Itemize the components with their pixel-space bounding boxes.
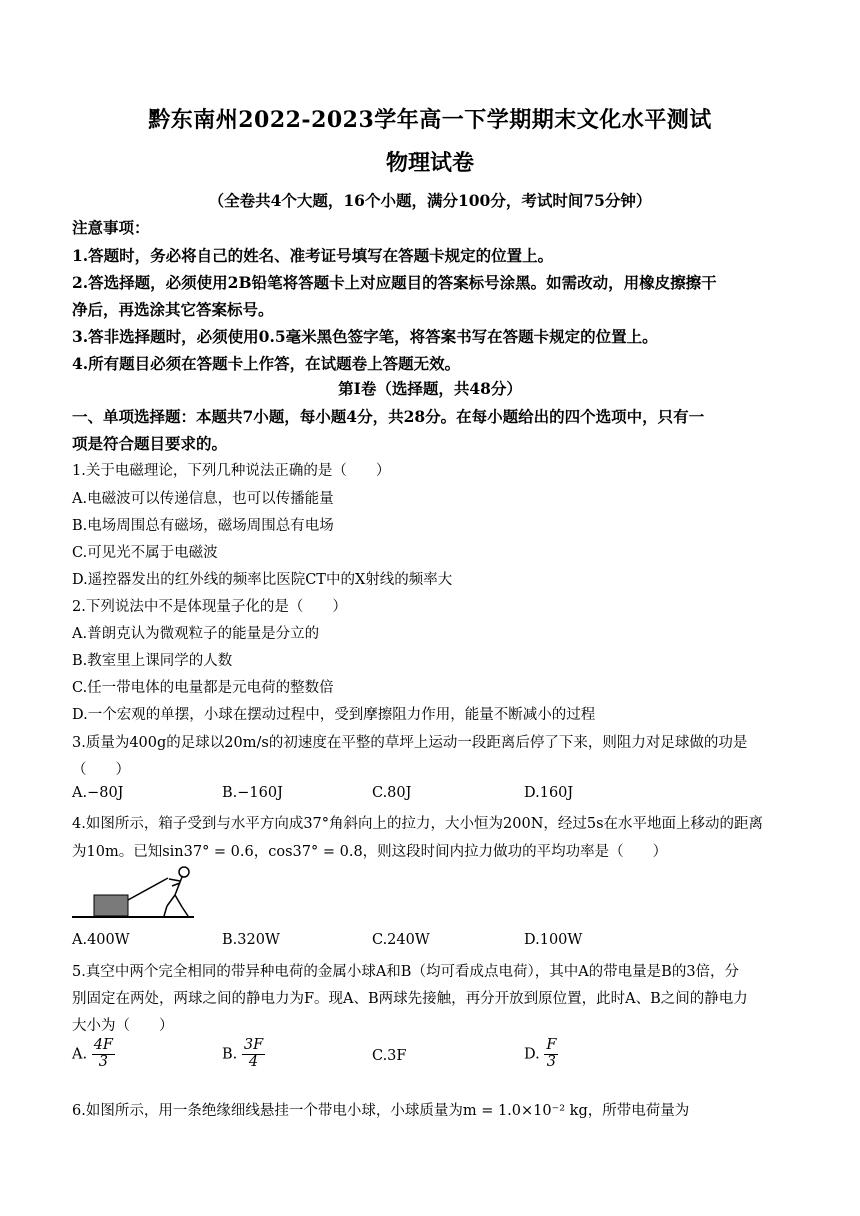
fraction-denominator: 3 xyxy=(98,1053,108,1070)
option-c: C.可见光不属于电磁波 xyxy=(72,545,218,561)
option-c: C.任一带电体的电量都是元电荷的整数倍 xyxy=(72,680,334,696)
question-stem: 大小为（ ） xyxy=(72,1018,174,1034)
option-b: B.电场周围总有磁场，磁场周围总有电场 xyxy=(72,518,334,534)
box-shape xyxy=(94,895,128,916)
question-stem: 1.关于电磁理论，下列几种说法正确的是（ ） xyxy=(72,463,391,479)
option-c: C.240W xyxy=(372,932,430,948)
fraction-numerator: F xyxy=(546,1037,557,1053)
option-a: A.普朗克认为微观粒子的能量是分立的 xyxy=(72,626,320,642)
exam-info: （全卷共4个大题，16个小题，满分100分，考试时间75分钟） xyxy=(208,191,652,210)
fraction-denominator: 3 xyxy=(546,1053,556,1070)
note-item: 2.答选择题，必须使用2B铅笔将答题卡上对应题目的答案标号涂黑。如需改动，用橡皮擦擦干 xyxy=(72,273,717,292)
option-d: D.遥控器发出的红外线的频率比医院CT中的X射线的频率大 xyxy=(72,572,453,588)
rope-line xyxy=(128,878,168,900)
option-b xyxy=(222,1038,265,1071)
question-stem: 6.如图所示，用一条绝缘细线悬挂一个带电小球，小球质量为m = 1.0×10⁻² kg，所带电荷量为 xyxy=(72,1103,690,1119)
option-d xyxy=(524,1038,558,1071)
option-a: A.400W xyxy=(72,932,130,948)
note-item: 3.答非选择题时，必须使用0.5毫米黑色签字笔，将答案书写在答题卡规定的位置上。 xyxy=(72,327,658,346)
note-item: 4.所有题目必须在答题卡上作答，在试题卷上答题无效。 xyxy=(72,354,461,373)
option-d-fraction xyxy=(544,1038,558,1071)
fraction-numerator: 4F xyxy=(93,1037,113,1053)
exam-title: 黔东南州2022-2023学年高一下学期期末文化水平测试 xyxy=(148,107,712,133)
person-figure xyxy=(164,867,189,916)
option-b: B.−160J xyxy=(222,785,283,801)
question-stem: 别固定在两处，两球之间的静电力为F。现A、B两球先接触，再分开放到原位置，此时A、B之间的静电力 xyxy=(72,991,748,1007)
option-d-label: D. xyxy=(524,1046,540,1063)
question-stem: 为10m。已知sin37° = 0.6，cos37° = 0.8，则这段时间内拉力做功的平均功率是（ ） xyxy=(72,844,668,860)
question-stem: 3.质量为400g的足球以20m/s的初速度在平整的草坪上运动一段距离后停了下来，则阻力对足球做的功是 xyxy=(72,735,748,751)
exam-subtitle: 物理试卷 xyxy=(385,150,474,176)
option-c: C.80J xyxy=(372,785,412,801)
option-a: A.−80J xyxy=(72,785,124,801)
option-b-fraction xyxy=(242,1038,265,1071)
note-item: 净后，再选涂其它答案标号。 xyxy=(72,300,274,319)
option-d: D.一个宏观的单摆，小球在摆动过程中，受到摩擦阻力作用，能量不断减小的过程 xyxy=(72,707,596,723)
section-title: 第Ⅰ卷（选择题，共48分） xyxy=(338,379,522,398)
section-instruction: 一、单项选择题：本题共7小题，每小题4分，共28分。在每小题给出的四个选项中，只有一 xyxy=(72,407,705,426)
option-a: A.电磁波可以传递信息，也可以传播能量 xyxy=(72,491,334,507)
option-b-label: B. xyxy=(222,1046,238,1063)
option-a xyxy=(72,1038,115,1071)
section-instruction: 项是符合题目要求的。 xyxy=(72,434,228,453)
notes-heading: 注意事项： xyxy=(72,218,150,237)
option-c: C.3F xyxy=(372,1048,407,1064)
option-d: D.160J xyxy=(524,785,574,801)
fraction-numerator: 3F xyxy=(243,1037,264,1053)
box-pull-figure xyxy=(72,862,202,920)
option-a-fraction xyxy=(92,1038,115,1071)
option-a-label: A. xyxy=(72,1046,88,1063)
question-stem: （ ） xyxy=(72,762,130,778)
question-stem: 5.真空中两个完全相同的带异种电荷的金属小球A和B（均可看成点电荷），其中A的带电量是B的3倍，分 xyxy=(72,964,740,980)
option-b: B.教室里上课同学的人数 xyxy=(72,653,233,669)
option-b: B.320W xyxy=(222,932,280,948)
question-stem: 2.下列说法中不是体现量子化的是（ ） xyxy=(72,599,347,615)
question-stem: 4.如图所示，箱子受到与水平方向成37°角斜向上的拉力，大小恒为200N，经过5s在水平地面上移动的距离 xyxy=(72,816,764,832)
option-d: D.100W xyxy=(524,932,583,948)
note-item: 1.答题时，务必将自己的姓名、准考证号填写在答题卡规定的位置上。 xyxy=(72,246,554,265)
fraction-denominator: 4 xyxy=(248,1053,259,1070)
